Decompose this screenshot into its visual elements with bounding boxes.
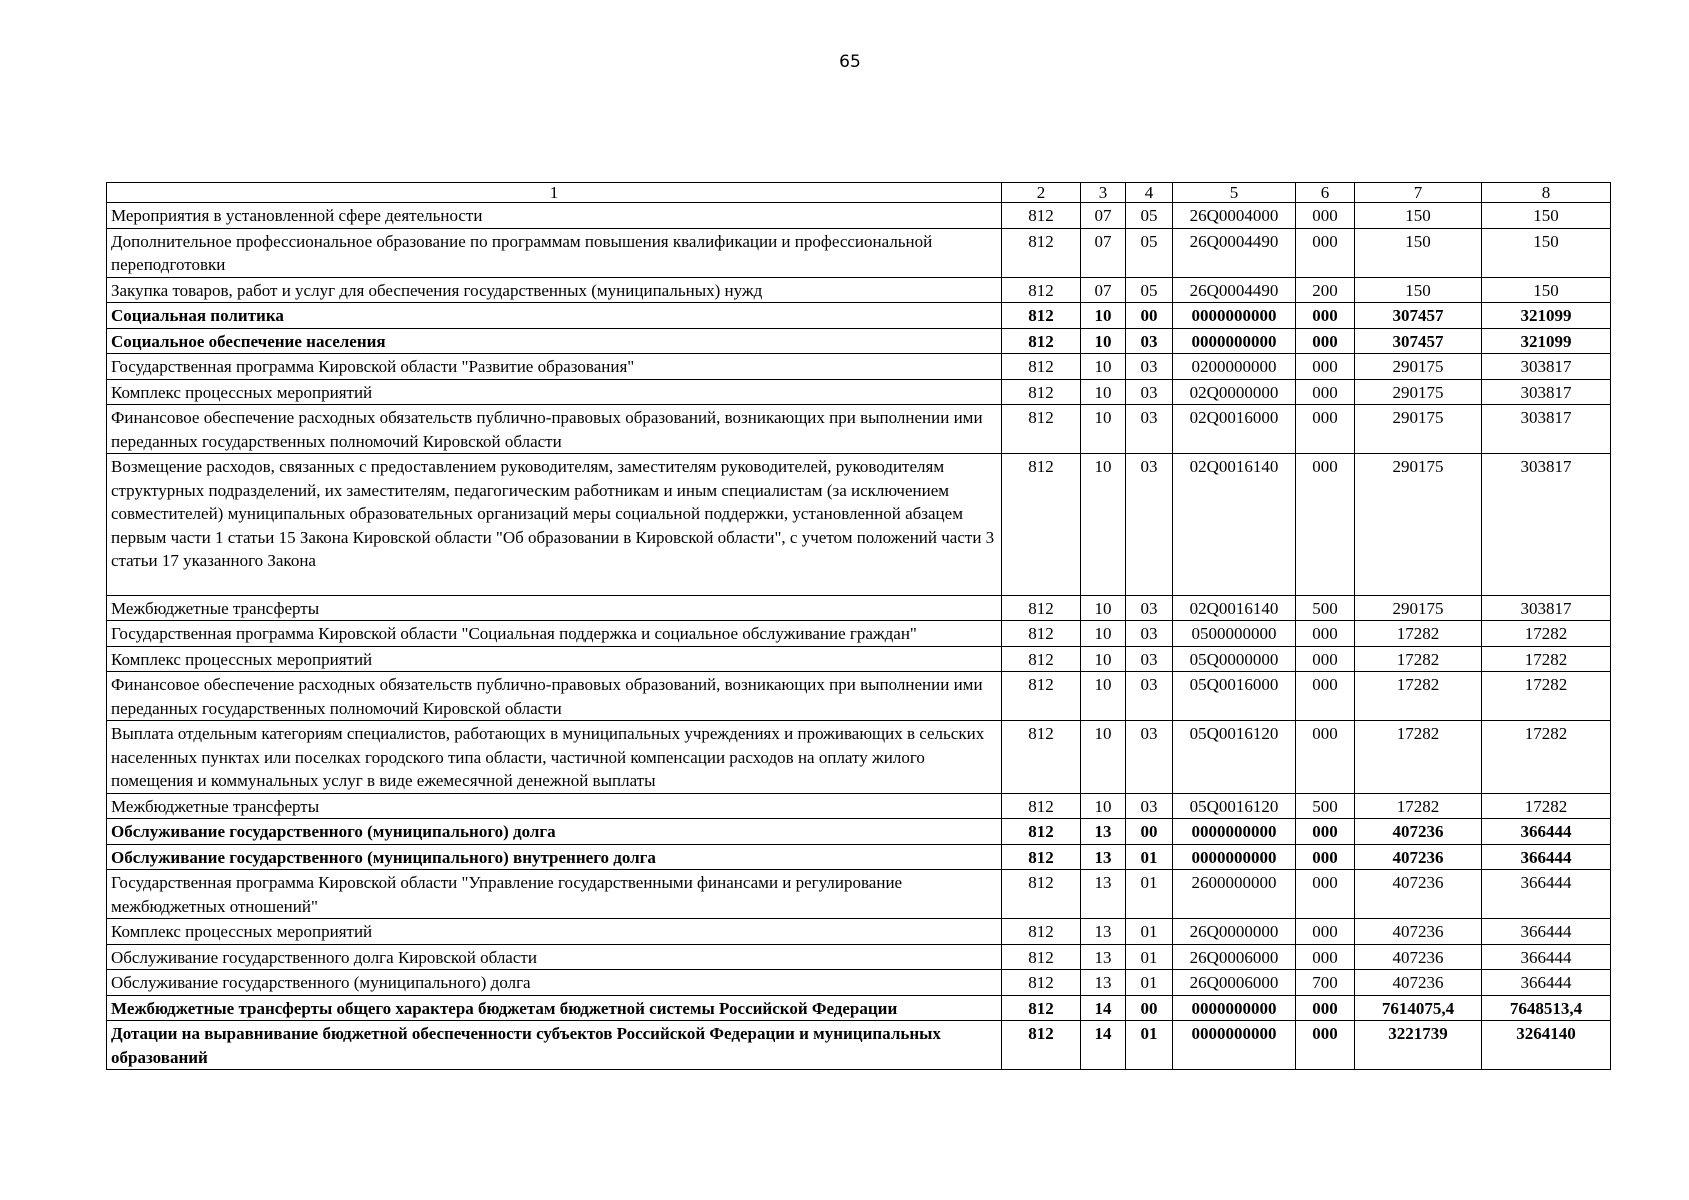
section-cell: 10 — [1081, 379, 1126, 405]
page-number: 65 — [839, 52, 861, 72]
section-cell: 10 — [1081, 303, 1126, 329]
code-cell: 812 — [1002, 595, 1081, 621]
table-row — [107, 277, 1611, 303]
expense-type-cell: 000 — [1296, 995, 1355, 1021]
amount-cell: 407236 — [1355, 844, 1482, 870]
expense-type-cell: 000 — [1296, 844, 1355, 870]
code-cell: 812 — [1002, 870, 1081, 919]
subsection-cell: 03 — [1126, 646, 1173, 672]
expense-type-cell: 000 — [1296, 646, 1355, 672]
amount-cell: 17282 — [1355, 793, 1482, 819]
target-article-cell: 0000000000 — [1173, 303, 1296, 329]
target-article-cell: 0000000000 — [1173, 1021, 1296, 1070]
subsection-cell: 01 — [1126, 970, 1173, 996]
target-article-cell: 05Q0016000 — [1173, 672, 1296, 721]
row-name-cell: Обслуживание государственного долга Кировской области — [107, 944, 1002, 970]
column-header: 7 — [1355, 183, 1482, 203]
section-cell: 07 — [1081, 277, 1126, 303]
subsection-cell: 01 — [1126, 844, 1173, 870]
table-row — [107, 595, 1611, 621]
table-row — [107, 203, 1611, 229]
expense-type-cell: 000 — [1296, 379, 1355, 405]
amount-cell: 17282 — [1355, 721, 1482, 794]
amount-cell: 366444 — [1482, 944, 1611, 970]
row-name-cell: Дотации на выравнивание бюджетной обеспеченности субъектов Российской Федерации и муниципальных образований — [107, 1021, 1002, 1070]
target-article-cell: 05Q0000000 — [1173, 646, 1296, 672]
expense-type-cell: 000 — [1296, 1021, 1355, 1070]
table-row — [107, 1021, 1611, 1070]
table-row — [107, 354, 1611, 380]
code-cell: 812 — [1002, 844, 1081, 870]
code-cell: 812 — [1002, 354, 1081, 380]
table-body — [107, 203, 1611, 1070]
column-header: 3 — [1081, 183, 1126, 203]
section-cell: 10 — [1081, 328, 1126, 354]
subsection-cell: 05 — [1126, 203, 1173, 229]
row-name-cell: Комплекс процессных мероприятий — [107, 379, 1002, 405]
amount-cell: 407236 — [1355, 944, 1482, 970]
target-article-cell: 02Q0016140 — [1173, 454, 1296, 596]
amount-cell: 407236 — [1355, 970, 1482, 996]
row-name-cell: Обслуживание государственного (муниципального) долга — [107, 819, 1002, 845]
amount-cell: 307457 — [1355, 303, 1482, 329]
table-row — [107, 721, 1611, 794]
amount-cell: 17282 — [1482, 621, 1611, 647]
subsection-cell: 01 — [1126, 1021, 1173, 1070]
code-cell: 812 — [1002, 379, 1081, 405]
expense-type-cell: 200 — [1296, 277, 1355, 303]
section-cell: 13 — [1081, 944, 1126, 970]
table-row — [107, 844, 1611, 870]
section-cell: 13 — [1081, 919, 1126, 945]
code-cell: 812 — [1002, 944, 1081, 970]
row-name-cell: Государственная программа Кировской области "Управление государственными финансами и регулирование межбюджетных отношений" — [107, 870, 1002, 919]
table-row — [107, 646, 1611, 672]
section-cell: 14 — [1081, 1021, 1126, 1070]
amount-cell: 3264140 — [1482, 1021, 1611, 1070]
expense-type-cell: 000 — [1296, 819, 1355, 845]
row-name-cell: Государственная программа Кировской области "Социальная поддержка и социальное обслуживание граждан" — [107, 621, 1002, 647]
amount-cell: 290175 — [1355, 595, 1482, 621]
section-cell: 10 — [1081, 595, 1126, 621]
subsection-cell: 03 — [1126, 454, 1173, 596]
target-article-cell: 0200000000 — [1173, 354, 1296, 380]
subsection-cell: 00 — [1126, 995, 1173, 1021]
amount-cell: 7614075,4 — [1355, 995, 1482, 1021]
expense-type-cell: 000 — [1296, 944, 1355, 970]
target-article-cell: 0000000000 — [1173, 328, 1296, 354]
row-name-cell: Обслуживание государственного (муниципального) долга — [107, 970, 1002, 996]
code-cell: 812 — [1002, 228, 1081, 277]
table-row — [107, 793, 1611, 819]
subsection-cell: 01 — [1126, 870, 1173, 919]
section-cell: 10 — [1081, 354, 1126, 380]
expense-type-cell: 000 — [1296, 621, 1355, 647]
expense-type-cell: 000 — [1296, 405, 1355, 454]
section-cell: 07 — [1081, 203, 1126, 229]
expense-type-cell: 500 — [1296, 595, 1355, 621]
table-row — [107, 405, 1611, 454]
amount-cell: 366444 — [1482, 970, 1611, 996]
expense-type-cell: 700 — [1296, 970, 1355, 996]
code-cell: 812 — [1002, 405, 1081, 454]
target-article-cell: 0000000000 — [1173, 995, 1296, 1021]
amount-cell: 17282 — [1482, 721, 1611, 794]
target-article-cell: 02Q0000000 — [1173, 379, 1296, 405]
table-row — [107, 970, 1611, 996]
amount-cell: 290175 — [1355, 405, 1482, 454]
code-cell: 812 — [1002, 995, 1081, 1021]
target-article-cell: 26Q0004490 — [1173, 277, 1296, 303]
section-cell: 13 — [1081, 844, 1126, 870]
target-article-cell: 05Q0016120 — [1173, 793, 1296, 819]
amount-cell: 321099 — [1482, 328, 1611, 354]
row-name-cell: Социальное обеспечение населения — [107, 328, 1002, 354]
target-article-cell: 2600000000 — [1173, 870, 1296, 919]
code-cell: 812 — [1002, 203, 1081, 229]
amount-cell: 290175 — [1355, 354, 1482, 380]
amount-cell: 303817 — [1482, 595, 1611, 621]
code-cell: 812 — [1002, 819, 1081, 845]
amount-cell: 7648513,4 — [1482, 995, 1611, 1021]
section-cell: 14 — [1081, 995, 1126, 1021]
code-cell: 812 — [1002, 721, 1081, 794]
amount-cell: 150 — [1482, 277, 1611, 303]
code-cell: 812 — [1002, 454, 1081, 596]
code-cell: 812 — [1002, 970, 1081, 996]
subsection-cell: 03 — [1126, 721, 1173, 794]
amount-cell: 150 — [1482, 203, 1611, 229]
table-row — [107, 454, 1611, 596]
table-row — [107, 919, 1611, 945]
subsection-cell: 00 — [1126, 303, 1173, 329]
target-article-cell: 02Q0016000 — [1173, 405, 1296, 454]
amount-cell: 150 — [1355, 277, 1482, 303]
row-name-cell: Комплекс процессных мероприятий — [107, 919, 1002, 945]
column-header: 6 — [1296, 183, 1355, 203]
section-cell: 10 — [1081, 621, 1126, 647]
code-cell: 812 — [1002, 621, 1081, 647]
expense-type-cell: 000 — [1296, 328, 1355, 354]
table-row — [107, 621, 1611, 647]
expense-type-cell: 000 — [1296, 919, 1355, 945]
amount-cell: 303817 — [1482, 405, 1611, 454]
table-row — [107, 995, 1611, 1021]
section-cell: 13 — [1081, 819, 1126, 845]
amount-cell: 407236 — [1355, 870, 1482, 919]
subsection-cell: 03 — [1126, 379, 1173, 405]
code-cell: 812 — [1002, 1021, 1081, 1070]
expense-type-cell: 000 — [1296, 721, 1355, 794]
target-article-cell: 0500000000 — [1173, 621, 1296, 647]
table-row — [107, 228, 1611, 277]
amount-cell: 17282 — [1482, 793, 1611, 819]
section-cell: 10 — [1081, 646, 1126, 672]
code-cell: 812 — [1002, 646, 1081, 672]
amount-cell: 366444 — [1482, 919, 1611, 945]
section-cell: 10 — [1081, 405, 1126, 454]
amount-cell: 366444 — [1482, 844, 1611, 870]
table-row — [107, 819, 1611, 845]
column-header: 8 — [1482, 183, 1611, 203]
amount-cell: 366444 — [1482, 819, 1611, 845]
amount-cell: 407236 — [1355, 919, 1482, 945]
section-cell: 13 — [1081, 870, 1126, 919]
section-cell: 10 — [1081, 454, 1126, 596]
amount-cell: 307457 — [1355, 328, 1482, 354]
target-article-cell: 26Q0006000 — [1173, 970, 1296, 996]
amount-cell: 290175 — [1355, 454, 1482, 596]
code-cell: 812 — [1002, 672, 1081, 721]
subsection-cell: 03 — [1126, 328, 1173, 354]
expense-type-cell: 000 — [1296, 454, 1355, 596]
row-name-cell: Межбюджетные трансферты — [107, 595, 1002, 621]
subsection-cell: 01 — [1126, 944, 1173, 970]
subsection-cell: 03 — [1126, 793, 1173, 819]
expense-type-cell: 000 — [1296, 228, 1355, 277]
subsection-cell: 03 — [1126, 595, 1173, 621]
expense-type-cell: 500 — [1296, 793, 1355, 819]
amount-cell: 17282 — [1355, 621, 1482, 647]
section-cell: 07 — [1081, 228, 1126, 277]
subsection-cell: 03 — [1126, 354, 1173, 380]
amount-cell: 17282 — [1482, 672, 1611, 721]
amount-cell: 290175 — [1355, 379, 1482, 405]
subsection-cell: 05 — [1126, 277, 1173, 303]
expense-type-cell: 000 — [1296, 354, 1355, 380]
table-row — [107, 328, 1611, 354]
amount-cell: 150 — [1355, 228, 1482, 277]
amount-cell: 303817 — [1482, 354, 1611, 380]
table-row — [107, 870, 1611, 919]
amount-cell: 17282 — [1355, 672, 1482, 721]
subsection-cell: 00 — [1126, 819, 1173, 845]
expense-type-cell: 000 — [1296, 303, 1355, 329]
row-name-cell: Закупка товаров, работ и услуг для обеспечения государственных (муниципальных) нужд — [107, 277, 1002, 303]
row-name-cell: Обслуживание государственного (муниципального) внутреннего долга — [107, 844, 1002, 870]
row-name-cell: Социальная политика — [107, 303, 1002, 329]
subsection-cell: 01 — [1126, 919, 1173, 945]
amount-cell: 17282 — [1482, 646, 1611, 672]
subsection-cell: 05 — [1126, 228, 1173, 277]
row-name-cell: Финансовое обеспечение расходных обязательств публично-правовых образований, возникающих при выполнении ими переданных государственных полномочий Кировской области — [107, 405, 1002, 454]
target-article-cell: 0000000000 — [1173, 844, 1296, 870]
section-cell: 10 — [1081, 672, 1126, 721]
section-cell: 10 — [1081, 793, 1126, 819]
row-name-cell: Межбюджетные трансферты — [107, 793, 1002, 819]
row-name-cell: Государственная программа Кировской области "Развитие образования" — [107, 354, 1002, 380]
amount-cell: 366444 — [1482, 870, 1611, 919]
code-cell: 812 — [1002, 303, 1081, 329]
amount-cell: 303817 — [1482, 379, 1611, 405]
target-article-cell: 02Q0016140 — [1173, 595, 1296, 621]
row-name-cell: Финансовое обеспечение расходных обязательств публично-правовых образований, возникающих при выполнении ими переданных государственных полномочий Кировской области — [107, 672, 1002, 721]
amount-cell: 407236 — [1355, 819, 1482, 845]
row-name-cell: Выплата отдельным категориям специалистов, работающих в муниципальных учреждениях и проживающих в сельских населенных пунктах или поселках городского типа области, частичной компенсации расходов на оплату жилого помещения и коммунальных услуг в виде ежемесячной денежной выплаты — [107, 721, 1002, 794]
subsection-cell: 03 — [1126, 672, 1173, 721]
amount-cell: 17282 — [1355, 646, 1482, 672]
target-article-cell: 26Q0006000 — [1173, 944, 1296, 970]
amount-cell: 303817 — [1482, 454, 1611, 596]
table-row — [107, 672, 1611, 721]
table-row — [107, 379, 1611, 405]
code-cell: 812 — [1002, 793, 1081, 819]
target-article-cell: 26Q0004490 — [1173, 228, 1296, 277]
subsection-cell: 03 — [1126, 621, 1173, 647]
row-name-cell: Мероприятия в установленной сфере деятельности — [107, 203, 1002, 229]
budget-table — [106, 182, 1611, 1070]
target-article-cell: 0000000000 — [1173, 819, 1296, 845]
section-cell: 13 — [1081, 970, 1126, 996]
column-header: 4 — [1126, 183, 1173, 203]
amount-cell: 321099 — [1482, 303, 1611, 329]
table-row — [107, 944, 1611, 970]
column-header: 5 — [1173, 183, 1296, 203]
expense-type-cell: 000 — [1296, 203, 1355, 229]
target-article-cell: 05Q0016120 — [1173, 721, 1296, 794]
section-cell: 10 — [1081, 721, 1126, 794]
target-article-cell: 26Q0000000 — [1173, 919, 1296, 945]
row-name-cell: Возмещение расходов, связанных с предоставлением руководителям, заместителям руководителей, руководителям структурных подразделений, их заместителям, педагогическим работникам и иным специалистам (за исключением совместителей) муниципальных образовательных организаций меры социальной поддержки, установленной абзацем первым части 1 статьи 15 Закона Кировской области "Об образовании в Кировской области", с учетом положений части 3 статьи 17 указанного Закона — [107, 454, 1002, 596]
amount-cell: 150 — [1355, 203, 1482, 229]
amount-cell: 150 — [1482, 228, 1611, 277]
column-header: 2 — [1002, 183, 1081, 203]
code-cell: 812 — [1002, 328, 1081, 354]
header-row — [107, 183, 1611, 203]
row-name-cell: Дополнительное профессиональное образование по программам повышения квалификации и профессиональной переподготовки — [107, 228, 1002, 277]
column-header: 1 — [107, 183, 1002, 203]
row-name-cell: Межбюджетные трансферты общего характера бюджетам бюджетной системы Российской Федерации — [107, 995, 1002, 1021]
row-name-cell: Комплекс процессных мероприятий — [107, 646, 1002, 672]
code-cell: 812 — [1002, 277, 1081, 303]
subsection-cell: 03 — [1126, 405, 1173, 454]
target-article-cell: 26Q0004000 — [1173, 203, 1296, 229]
expense-type-cell: 000 — [1296, 672, 1355, 721]
amount-cell: 3221739 — [1355, 1021, 1482, 1070]
expense-type-cell: 000 — [1296, 870, 1355, 919]
table-row — [107, 303, 1611, 329]
code-cell: 812 — [1002, 919, 1081, 945]
